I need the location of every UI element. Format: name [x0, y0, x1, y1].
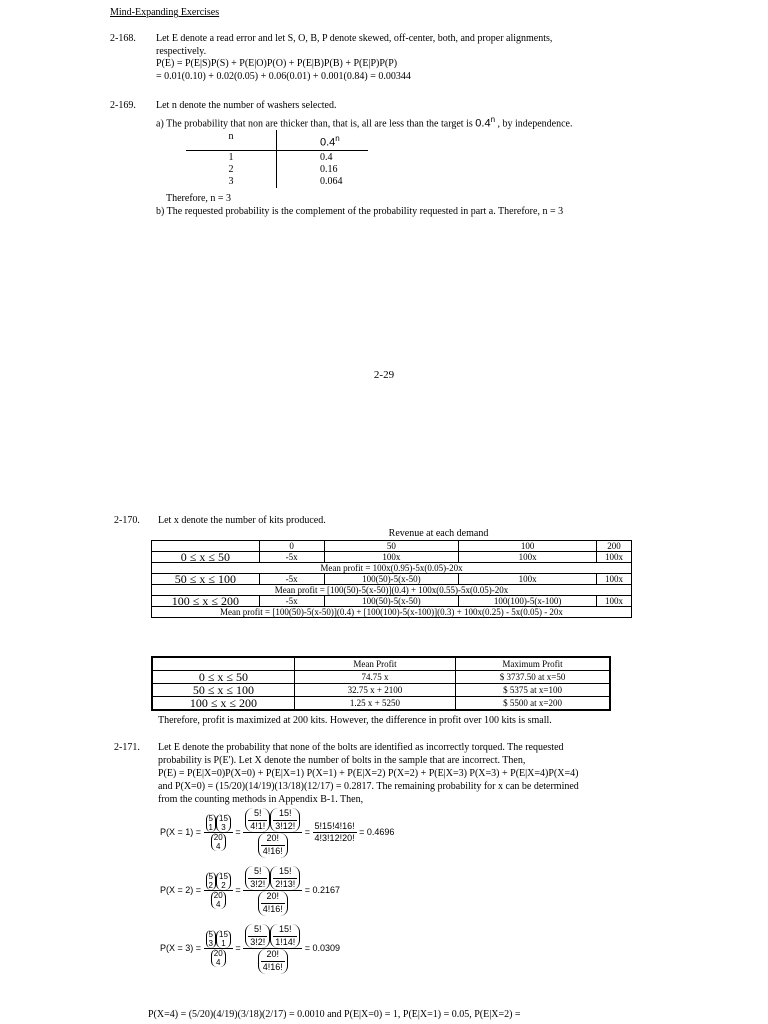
fraction: [273, 924, 297, 948]
value-cell: 100x: [597, 552, 632, 563]
fraction: [248, 924, 267, 948]
text-line: P(X=4) = (5/20)(4/19)(3/18)(2/17) = 0.0010 and P(E|X=0) = 1, P(E|X=1) = 0.05, P(E|X=2) =: [148, 1009, 521, 1020]
fraction-denominator: [204, 949, 233, 967]
binom-top: 5: [208, 872, 213, 882]
fraction-numerator: 20!: [261, 949, 285, 962]
table-row: [186, 175, 368, 187]
fraction-numerator: 5!15!4!16!: [313, 821, 357, 834]
fraction-denominator: 4!16!: [262, 962, 283, 973]
fraction-denominator: 4!16!: [262, 904, 283, 915]
fraction-numerator: 5!: [248, 808, 267, 821]
table-header-row: [152, 657, 610, 671]
binom-top: 20: [213, 891, 223, 901]
binom-top: 15: [219, 872, 228, 882]
binomial: [206, 872, 216, 890]
result: = 0.4696: [359, 827, 395, 838]
table-row: [152, 697, 610, 711]
fraction-numerator: 5!: [248, 866, 267, 879]
mean-profit-row: [152, 607, 632, 618]
mean-profit-cell: Mean profit = [100(50)-5(x-50)](0.4) + [100(100)-5(x-100)](0.3) + 100x(0.25) - 5x(0.05) - 20x: [152, 607, 632, 618]
header-p-exponent: n: [335, 134, 340, 143]
fraction-denominator: 4!16!: [262, 846, 283, 857]
table-row: [186, 151, 368, 163]
fraction-denominator: 1!14!: [275, 936, 296, 947]
fraction: [261, 891, 285, 915]
header-p-base: 0.4: [320, 136, 336, 149]
text-line: Let E denote the probability that none of the bolts are identified as incorrectly torqued. The requested: [158, 742, 564, 753]
binom-top: 5: [208, 930, 213, 940]
max-profit-cell: $ 3737.50 at x=50: [456, 671, 610, 684]
binomial-fraction: [204, 930, 233, 967]
value-cell: 100(50)-5(x-50): [324, 596, 459, 607]
text-fragment: , by independence.: [495, 118, 573, 130]
factorial-group: [270, 866, 300, 890]
cell-p: 0.16: [320, 164, 338, 175]
equation-line: P(E) = P(E|X=0)P(X=0) + P(E|X=1) P(X=1) + P(E|X=2) P(X=2) + P(E|X=3) P(X=3) + P(E|X=4)P(X=4): [158, 768, 579, 779]
factorial-group: [245, 924, 270, 948]
equation-line: P(E) = P(E|S)P(S) + P(E|O)P(O) + P(E|B)P(B) + P(E|P)P(P): [156, 58, 398, 69]
table-row: [186, 163, 368, 175]
factorial-group: [270, 808, 300, 832]
fraction-denominator: 4!3!12!20!: [314, 833, 355, 844]
fraction-denominator: 2!13!: [275, 878, 296, 889]
fraction-numerator: [204, 872, 233, 891]
text-line: Therefore, n = 3: [166, 193, 232, 204]
binomial: [211, 949, 226, 967]
fraction: [248, 866, 267, 890]
binom-bottom: 4: [215, 900, 221, 910]
table-row: [152, 552, 632, 563]
binomial: [216, 930, 231, 948]
factorial-fraction: [243, 924, 302, 974]
equation-line: = 0.01(0.10) + 0.02(0.05) + 0.06(0.01) + 0.001(0.84) = 0.00344: [156, 71, 411, 82]
factorial-group: [270, 924, 300, 948]
binom-bottom: 1: [221, 939, 226, 949]
header-blank: [152, 657, 294, 671]
formula-px2: [160, 866, 340, 916]
range-cell: 0 ≤ x ≤ 50: [152, 552, 260, 563]
exercise-number: 2-169.: [110, 100, 136, 111]
value-cell: 100x: [324, 552, 459, 563]
value-cell: -5x: [259, 552, 324, 563]
factorial-fraction: [243, 808, 302, 858]
fraction-numerator: 15!: [273, 808, 297, 821]
value-cell: 100x: [459, 574, 597, 585]
fraction-denominator: [204, 891, 233, 909]
fraction-denominator: 3!2!: [250, 878, 266, 889]
binom-top: 20: [213, 949, 223, 959]
binomial-fraction: [204, 814, 233, 851]
fraction: [261, 949, 285, 973]
fraction-numerator: [243, 808, 302, 833]
exercise-number: 2-170.: [114, 515, 140, 526]
mean-profit-cell: 32.75 x + 2100: [294, 684, 455, 697]
fraction-denominator: 3!12!: [275, 820, 296, 831]
fraction-numerator: [204, 814, 233, 833]
fraction: [313, 821, 357, 845]
math-base: 0.4: [475, 117, 491, 130]
equals-sign: =: [235, 827, 241, 838]
fraction-numerator: [243, 866, 302, 891]
profit-table: [151, 656, 611, 711]
fraction: [273, 808, 297, 832]
binom-bottom: 2: [208, 881, 213, 891]
table-row: [152, 574, 632, 585]
binom-bottom: 4: [215, 842, 221, 852]
binom-top: 15: [219, 930, 228, 940]
binomial: [216, 814, 231, 832]
mean-profit-cell: Mean profit = 100x(0.95)-5x(0.05)-20x: [152, 563, 632, 574]
value-cell: 100x: [597, 574, 632, 585]
fraction-numerator: 5!: [248, 924, 267, 937]
range-cell: 0 ≤ x ≤ 50: [152, 671, 294, 684]
exercise-number: 2-171.: [114, 742, 140, 753]
header-cell: 0: [259, 541, 324, 552]
fraction-denominator: 3!2!: [250, 936, 266, 947]
mean-profit-cell: 74.75 x: [294, 671, 455, 684]
formula-px1: [160, 808, 394, 858]
formula-lhs: P(X = 1) =: [160, 827, 202, 838]
range-cell: 50 ≤ x ≤ 100: [152, 684, 294, 697]
max-profit-cell: $ 5375 at x=100: [456, 684, 610, 697]
factorial-group: [258, 891, 288, 915]
text-line: [156, 115, 573, 131]
value-cell: -5x: [259, 596, 324, 607]
factorial-fraction: [243, 866, 302, 916]
fraction: [261, 833, 285, 857]
max-profit-cell: $ 5500 at x=200: [456, 697, 610, 711]
binomial: [211, 833, 226, 851]
cell-n: 1: [228, 152, 234, 163]
fraction-denominator: [243, 949, 302, 973]
table-header: [186, 130, 368, 151]
binomial: [206, 814, 216, 832]
binom-bottom: 1: [208, 823, 213, 833]
header-cell: Maximum Profit: [456, 657, 610, 671]
binomial: [211, 891, 226, 909]
fraction-numerator: 15!: [273, 924, 297, 937]
header-n: n: [228, 131, 234, 142]
equals-sign: =: [235, 943, 241, 954]
formula-px3: [160, 924, 340, 974]
mean-profit-cell: 1.25 x + 5250: [294, 697, 455, 711]
header-cell: 100: [459, 541, 597, 552]
formula-lhs: P(X = 2) =: [160, 885, 202, 896]
binom-bottom: 3: [208, 939, 213, 949]
text-line: Therefore, profit is maximized at 200 kits. However, the difference in profit over 100 kits is small.: [158, 715, 552, 726]
text-line: respectively.: [156, 46, 207, 57]
binom-bottom: 3: [221, 823, 226, 833]
fraction-numerator: 20!: [261, 891, 285, 904]
cell-p: 0.064: [320, 176, 343, 187]
value-cell: 100(100)-5(x-100): [459, 596, 597, 607]
fraction-numerator: 15!: [273, 866, 297, 879]
exercise-number: 2-168.: [110, 33, 136, 44]
header-cell: 50: [324, 541, 459, 552]
table-row: [152, 596, 632, 607]
table-row: [152, 684, 610, 697]
cell-n: 2: [228, 164, 234, 175]
range-cell: 50 ≤ x ≤ 100: [152, 574, 260, 585]
header-p: [320, 134, 340, 150]
washers-table: [186, 130, 368, 187]
text-line: and P(X=0) = (15/20)(14/19)(13/18)(12/17) = 0.2817. The remaining probability for x can be determined: [158, 781, 579, 792]
text-line: Let E denote a read error and let S, O, B, P denote skewed, off-center, both, and proper alignments,: [156, 33, 553, 44]
value-cell: 100x: [459, 552, 597, 563]
binomial-fraction: [204, 872, 233, 909]
math-exponent: n: [490, 115, 496, 124]
fraction-denominator: 4!1!: [250, 820, 266, 831]
text-line: probability is P(E'). Let X denote the number of bolts in the sample that are incorrect. Then,: [158, 755, 526, 766]
text-line: b) The requested probability is the complement of the probability requested in part a. Therefore, n = 3: [156, 206, 564, 217]
text-line: Let n denote the number of washers selected.: [156, 100, 337, 111]
factorial-group: [258, 949, 288, 973]
binom-bottom: 2: [221, 881, 226, 891]
value-cell: -5x: [259, 574, 324, 585]
mean-profit-cell: Mean profit = [100(50)-5(x-50)](0.4) + 100x(0.55)-5x(0.05)-20x: [152, 585, 632, 596]
text-fragment: a) The probability that non are thicker than, that is, all are less than the target is: [156, 118, 476, 130]
result: = 0.0309: [304, 943, 341, 954]
binom-top: 5: [208, 814, 213, 824]
text-line: from the counting methods in Appendix B-1. Then,: [158, 794, 364, 805]
fraction: [248, 808, 267, 832]
section-title: Mind-Expanding Exercises: [110, 7, 220, 18]
page-number: 2-29: [373, 369, 395, 381]
header-cell: Mean Profit: [294, 657, 455, 671]
binomial: [206, 930, 216, 948]
binom-bottom: 4: [215, 958, 221, 968]
text-line: Let x denote the number of kits produced.: [158, 515, 326, 526]
fraction-numerator: [204, 930, 233, 949]
revenue-table: [151, 540, 632, 618]
factorial-group: [245, 808, 270, 832]
binom-top: 20: [213, 833, 223, 843]
factorial-group: [258, 833, 288, 857]
binomial: [216, 872, 231, 890]
table-row: [152, 671, 610, 684]
range-cell: 100 ≤ x ≤ 200: [152, 697, 294, 711]
fraction-denominator: [243, 891, 302, 915]
formula-lhs: P(X = 3) =: [160, 943, 202, 954]
result: = 0.2167: [304, 885, 341, 896]
fraction-numerator: [243, 924, 302, 949]
cell-p: 0.4: [320, 152, 333, 163]
binom-top: 15: [219, 814, 228, 824]
table-caption: Revenue at each demand: [388, 528, 489, 539]
range-cell: 100 ≤ x ≤ 200: [152, 596, 260, 607]
value-cell: 100(50)-5(x-50): [324, 574, 459, 585]
fraction-numerator: 20!: [261, 833, 285, 846]
factorial-group: [245, 866, 270, 890]
equals-sign: =: [304, 827, 311, 838]
equals-sign: =: [235, 885, 241, 896]
value-cell: 100x: [597, 596, 632, 607]
header-cell: 200: [597, 541, 632, 552]
fraction-denominator: [204, 833, 233, 851]
fraction-denominator: [243, 833, 302, 857]
fraction: [273, 866, 297, 890]
cell-n: 3: [228, 176, 234, 187]
